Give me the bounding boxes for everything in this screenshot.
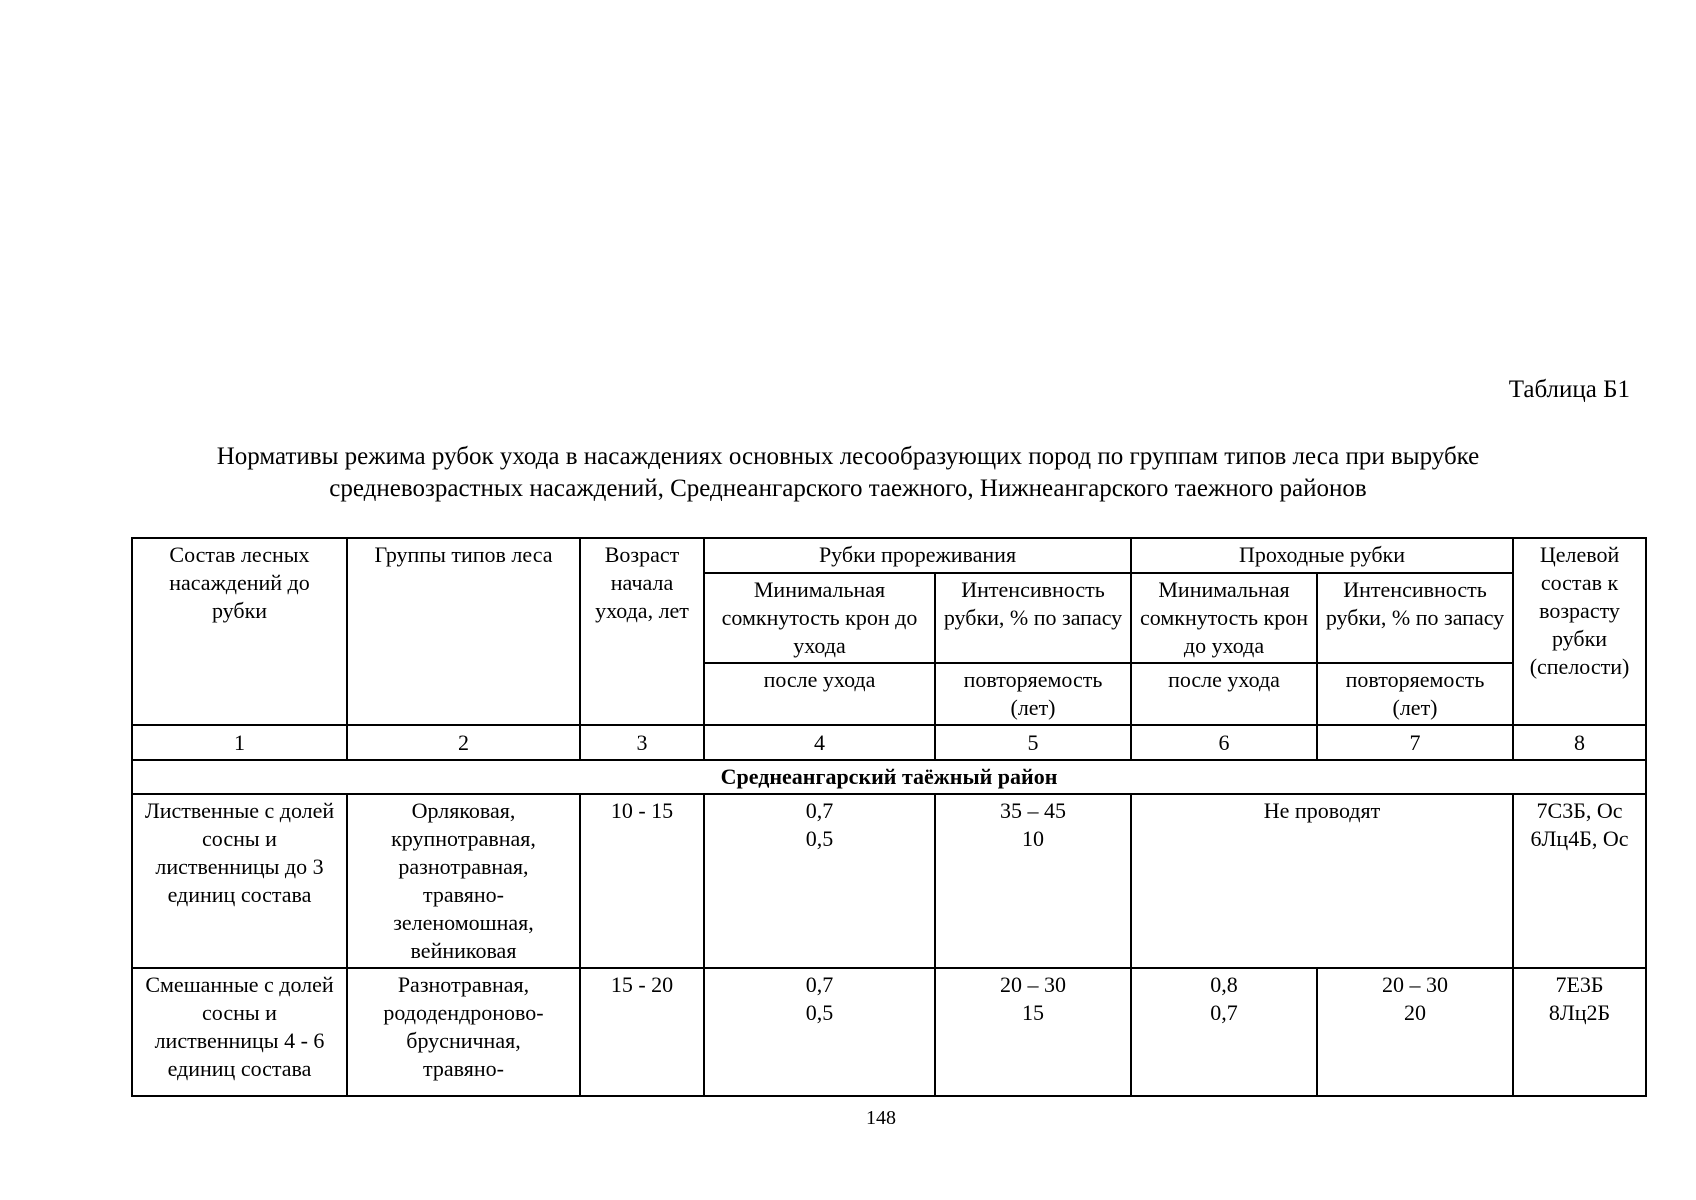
title-line-1: Нормативы режима рубок ухода в насаждениях основных лесообразующих пород по группам типов леса при вырубке xyxy=(216,443,1480,470)
cell-target-composition: 7Е3Б 8Лц2Б xyxy=(1513,968,1646,1096)
cell-thinning-closure: 0,7 0,5 xyxy=(704,794,935,968)
header-thinning-min-closure: Минимальная сомкнутость крон до ухода xyxy=(704,573,935,663)
cell-passage-intensity: 20 – 30 20 xyxy=(1317,968,1513,1096)
cell-start-age: 10 - 15 xyxy=(580,794,704,968)
table-row xyxy=(132,794,1646,968)
cell-start-age: 15 - 20 xyxy=(580,968,704,1096)
cell-passage-note: Не проводят xyxy=(1131,794,1513,968)
header-composition: Состав лесных насаждений до рубки xyxy=(132,538,347,725)
header-thinning-intensity: Интенсивность рубки, % по запасу xyxy=(935,573,1131,663)
header-start-age: Возраст начала ухода, лет xyxy=(580,538,704,725)
column-number-row xyxy=(132,725,1646,760)
document-title xyxy=(130,441,1566,505)
column-number: 6 xyxy=(1131,725,1317,760)
column-number: 3 xyxy=(580,725,704,760)
title-line-2: средневозрастных насаждений, Среднеангарского таежного, Нижнеангарского таежного районов xyxy=(329,475,1367,502)
column-number: 4 xyxy=(704,725,935,760)
cell-passage-closure: 0,8 0,7 xyxy=(1131,968,1317,1096)
page-number: 148 xyxy=(866,1107,896,1129)
header-passage-group: Проходные рубки xyxy=(1131,538,1513,573)
cell-composition: Лиственные с долей сосны и лиственницы до 3 единиц состава xyxy=(132,794,347,968)
region-heading: Среднеангарский таёжный район xyxy=(132,760,1646,794)
header-thinning-repeat: повторяемость (лет) xyxy=(935,663,1131,725)
cell-forest-types: Орляковая, крупнотравная, разнотравная, травяно- зеленомошная, вейниковая xyxy=(347,794,580,968)
header-thinning-after: после ухода xyxy=(704,663,935,725)
column-number: 1 xyxy=(132,725,347,760)
table-label: Таблица Б1 xyxy=(1508,376,1630,403)
cell-composition: Смешанные с долей сосны и лиственницы 4 - 6 единиц состава xyxy=(132,968,347,1096)
column-number: 2 xyxy=(347,725,580,760)
header-passage-intensity: Интенсивность рубки, % по запасу xyxy=(1317,573,1513,663)
cell-thinning-intensity: 35 – 45 10 xyxy=(935,794,1131,968)
header-thinning-group: Рубки прореживания xyxy=(704,538,1131,573)
header-target-composition: Целевой состав к возрасту рубки (спелости) xyxy=(1513,538,1646,725)
column-number: 5 xyxy=(935,725,1131,760)
cell-forest-types: Разнотравная, рододендроново- брусничная, травяно- xyxy=(347,968,580,1096)
table-row xyxy=(132,968,1646,1096)
header-forest-types: Группы типов леса xyxy=(347,538,580,725)
cell-target-composition: 7С3Б, Ос 6Лц4Б, Ос xyxy=(1513,794,1646,968)
cell-thinning-closure: 0,7 0,5 xyxy=(704,968,935,1096)
column-number: 7 xyxy=(1317,725,1513,760)
header-passage-min-closure: Минимальная сомкнутость крон до ухода xyxy=(1131,573,1317,663)
header-passage-after: после ухода xyxy=(1131,663,1317,725)
header-passage-repeat: повторяемость (лет) xyxy=(1317,663,1513,725)
column-number: 8 xyxy=(1513,725,1646,760)
cell-thinning-intensity: 20 – 30 15 xyxy=(935,968,1131,1096)
norms-table xyxy=(131,537,1647,1097)
